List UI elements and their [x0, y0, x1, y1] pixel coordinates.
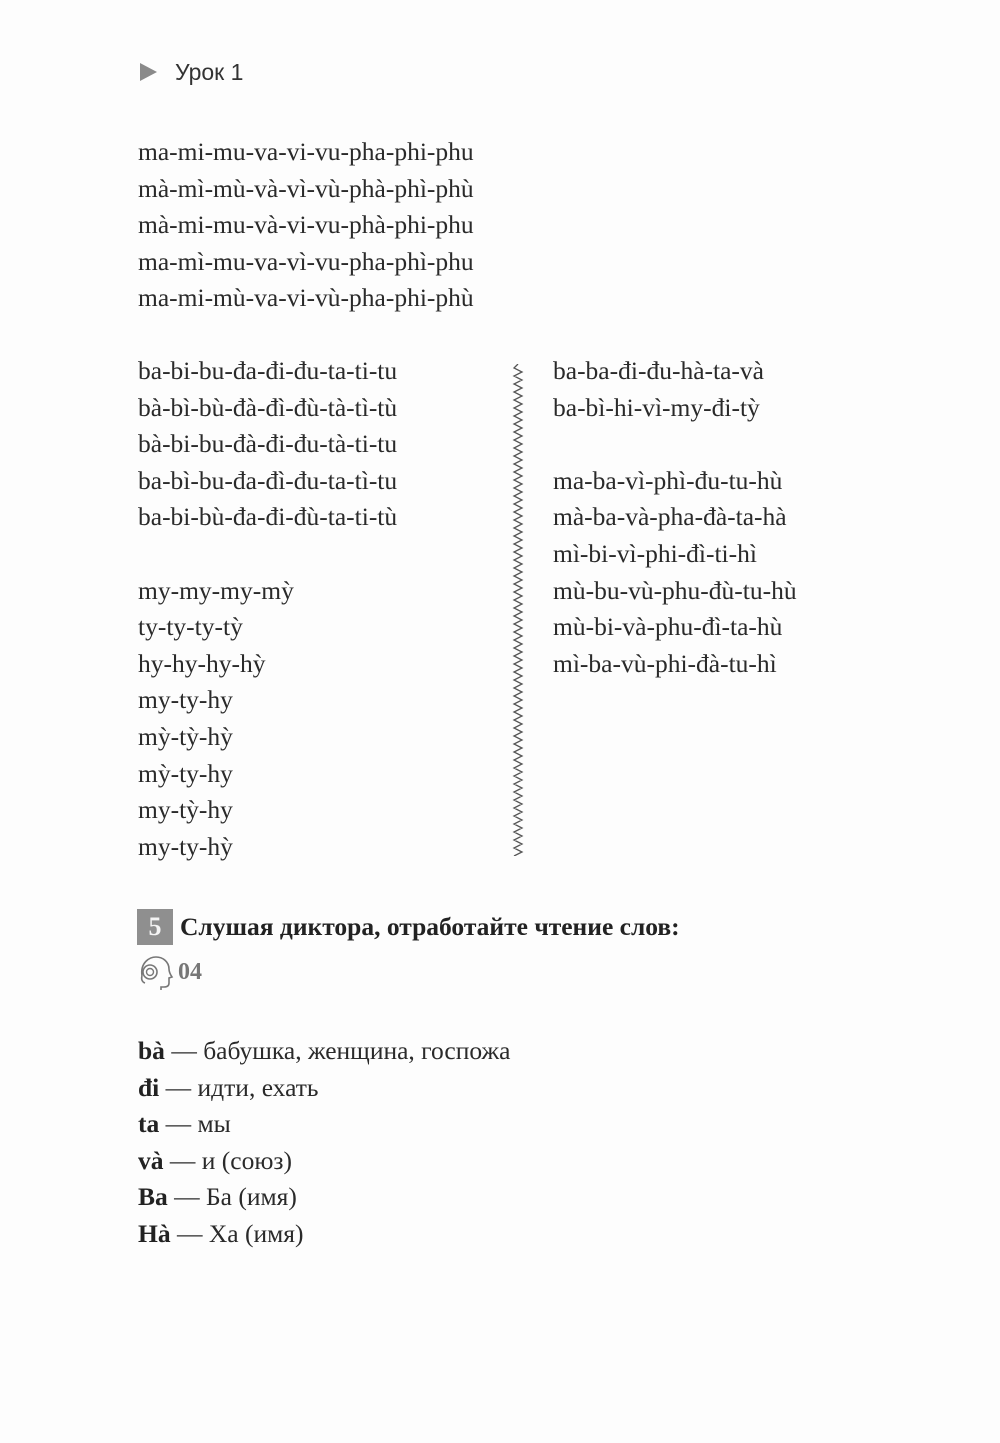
syllable-line: mà-ba-và-pha-đà-ta-hà [553, 502, 787, 532]
vocab-item [138, 1070, 510, 1107]
exercise-heading [137, 909, 680, 945]
syllable-line: my-ty-hỳ [138, 831, 233, 861]
vocab-word: và [138, 1145, 164, 1175]
vocab-item [138, 1216, 510, 1253]
syllable-line: mà-mi-mu-và-vi-vu-phà-phi-phu [138, 210, 474, 240]
syllable-line: bà-bì-bù-đà-đì-đù-tà-tì-tù [138, 392, 398, 422]
vocabulary-list [138, 1033, 510, 1253]
syllable-line: ba-bi-bu-đa-đi-đu-ta-ti-tu [138, 356, 398, 385]
headphones-icon [136, 954, 174, 990]
vocab-word: bà [138, 1036, 165, 1065]
vocab-item [138, 1143, 510, 1180]
vocab-item [138, 1179, 510, 1216]
vocab-item [138, 1106, 510, 1143]
syllable-line: my-my-my-mỳ [138, 575, 294, 605]
syllable-line: my-ty-hy [138, 685, 233, 715]
vocab-meaning: — Ба (имя) [167, 1182, 297, 1212]
syllable-line: mù-bu-vù-phu-đù-tu-hù [553, 575, 797, 605]
syllable-line: my-tỳ-hy [138, 795, 233, 825]
vocab-word: Ba [138, 1182, 168, 1212]
syllable-line: mù-bi-và-phu-đì-ta-hù [553, 612, 783, 642]
syllable-line: ba-bi-bù-đa-đi-đù-ta-ti-tù [138, 502, 398, 532]
vocab-item [138, 1033, 510, 1070]
exercise-instruction: Слушая диктора, отработайте чтение слов: [180, 912, 680, 941]
vocab-meaning: — идти, ехать [159, 1072, 319, 1102]
vocab-word: đi [138, 1072, 160, 1102]
syllable-line: ba-bì-hi-vì-my-đi-tỳ [553, 392, 760, 422]
lesson-header [140, 56, 243, 88]
vocab-meaning: — Ха (имя) [170, 1218, 304, 1248]
syllable-line: ma-ba-vì-phì-đu-tu-hù [553, 465, 783, 495]
vocab-word: Hà [138, 1218, 171, 1248]
vocab-meaning: — и (союз) [163, 1145, 292, 1175]
syllable-line: ty-ty-ty-tỳ [138, 612, 243, 642]
column-divider [512, 364, 524, 856]
exercise-number-badge: 5 [137, 909, 173, 945]
syllable-line: mỳ-tỳ-hỳ [138, 721, 233, 751]
vocab-meaning: — мы [159, 1109, 231, 1139]
syllable-line: ma-mi-mu-va-vi-vu-pha-phi-phu [138, 137, 474, 166]
syllable-line: hy-hy-hy-hỳ [138, 648, 266, 678]
syllable-line: mà-mì-mù-và-vì-vù-phà-phì-phù [138, 173, 474, 203]
play-arrow-icon [140, 63, 157, 81]
vocab-meaning: — бабушка, женщина, госпожа [164, 1036, 511, 1065]
syllable-line: mì-bi-vì-phi-đì-ti-hì [553, 538, 757, 568]
vocab-word: ta [138, 1109, 160, 1139]
audio-track-number: 04 [178, 958, 202, 985]
syllable-line: ba-bì-bu-đa-đì-đu-ta-tì-tu [138, 465, 398, 495]
syllable-drill-right-column [553, 353, 797, 682]
syllable-line: bà-bi-bu-đà-đi-đu-tà-ti-tu [138, 429, 398, 459]
syllable-line: ma-mi-mù-va-vi-vù-pha-phi-phù [138, 283, 474, 313]
audio-track[interactable] [136, 954, 202, 990]
syllable-drill-left-column [138, 353, 397, 865]
syllable-line: ba-ba-đi-đu-hà-ta-và [553, 356, 764, 385]
syllable-line: mỳ-ty-hy [138, 758, 233, 788]
syllable-line: mì-ba-vù-phi-đà-tu-hì [553, 648, 777, 678]
syllable-drill-top [138, 134, 474, 317]
syllable-line: ma-mì-mu-va-vì-vu-pha-phì-phu [138, 246, 474, 276]
lesson-title: Урок 1 [175, 58, 244, 85]
